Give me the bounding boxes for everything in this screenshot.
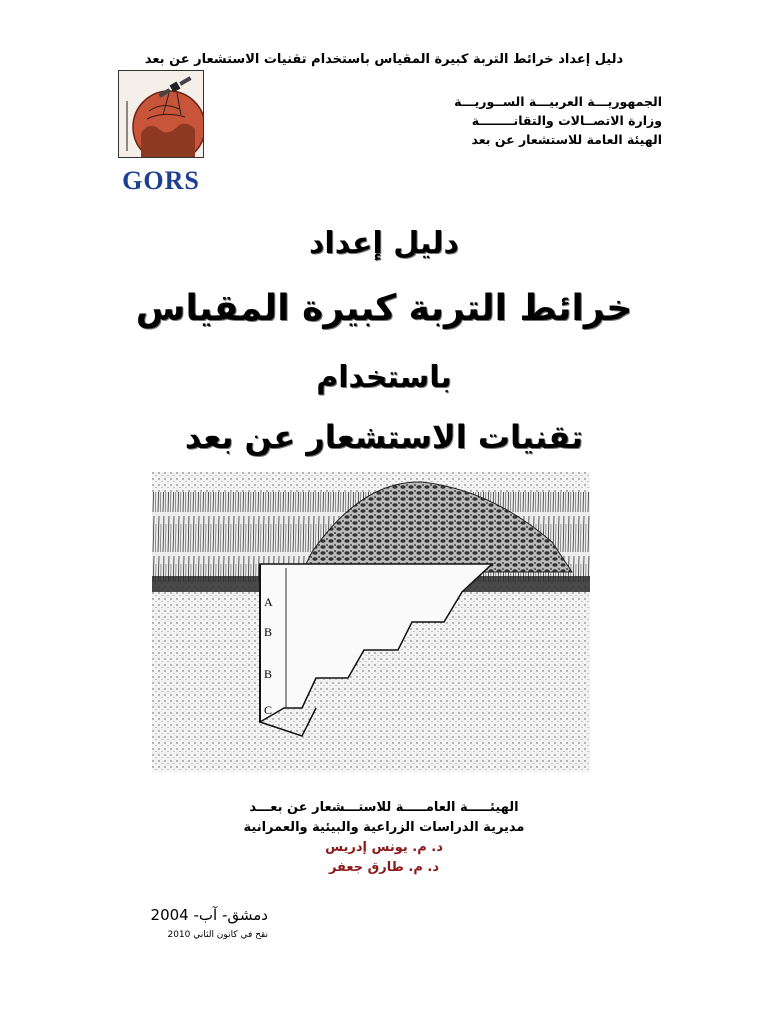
ministry-line: وزارة الاتصــالات والتقانــــــــة — [471, 113, 662, 128]
author-1: د. م. يونس إدريس — [325, 840, 443, 855]
authority-line: الهيئة العامة للاستشعار عن بعد — [471, 132, 662, 147]
revision-note: نقح في كانون الثاني 2010 — [167, 930, 268, 940]
gors-logo-text: GORS — [122, 166, 200, 195]
title-line-3: باستخدام — [316, 360, 452, 395]
horizon-label-b1: B — [264, 625, 273, 639]
horizon-label-a: A — [264, 595, 273, 609]
credits-organization: الهيئـــــة العامـــــة للاستـــشعار عن بعـــد — [249, 800, 519, 815]
credits-block — [184, 798, 584, 878]
title-line-1: دليل إعداد — [309, 226, 459, 261]
soil-pit-drawing — [152, 472, 590, 772]
satellite-globe-icon — [119, 71, 203, 157]
running-header: دليل إعداد خرائط التربة كبيرة المقياس باستخدام تقنيات الاستشعار عن بعد — [144, 52, 624, 67]
credits-directorate: مديرية الدراسات الزراعية والبيئية والعمرانية — [243, 820, 525, 835]
gors-emblem — [118, 70, 204, 158]
horizon-label-c: C — [264, 703, 273, 717]
republic-line: الجمهوريـــة العربيـــة الســوريـــة — [454, 94, 662, 109]
title-line-4: تقنيات الاستشعار عن بعد — [184, 418, 584, 456]
title-line-2: خرائط التربة كبيرة المقياس — [135, 288, 633, 329]
author-2: د. م. طارق جعفر — [328, 860, 440, 875]
horizon-label-b2: B — [264, 667, 273, 681]
soil-profile-illustration — [152, 472, 590, 772]
place-date: دمشق- آب- 2004 — [150, 906, 268, 924]
institution-block — [362, 92, 662, 149]
